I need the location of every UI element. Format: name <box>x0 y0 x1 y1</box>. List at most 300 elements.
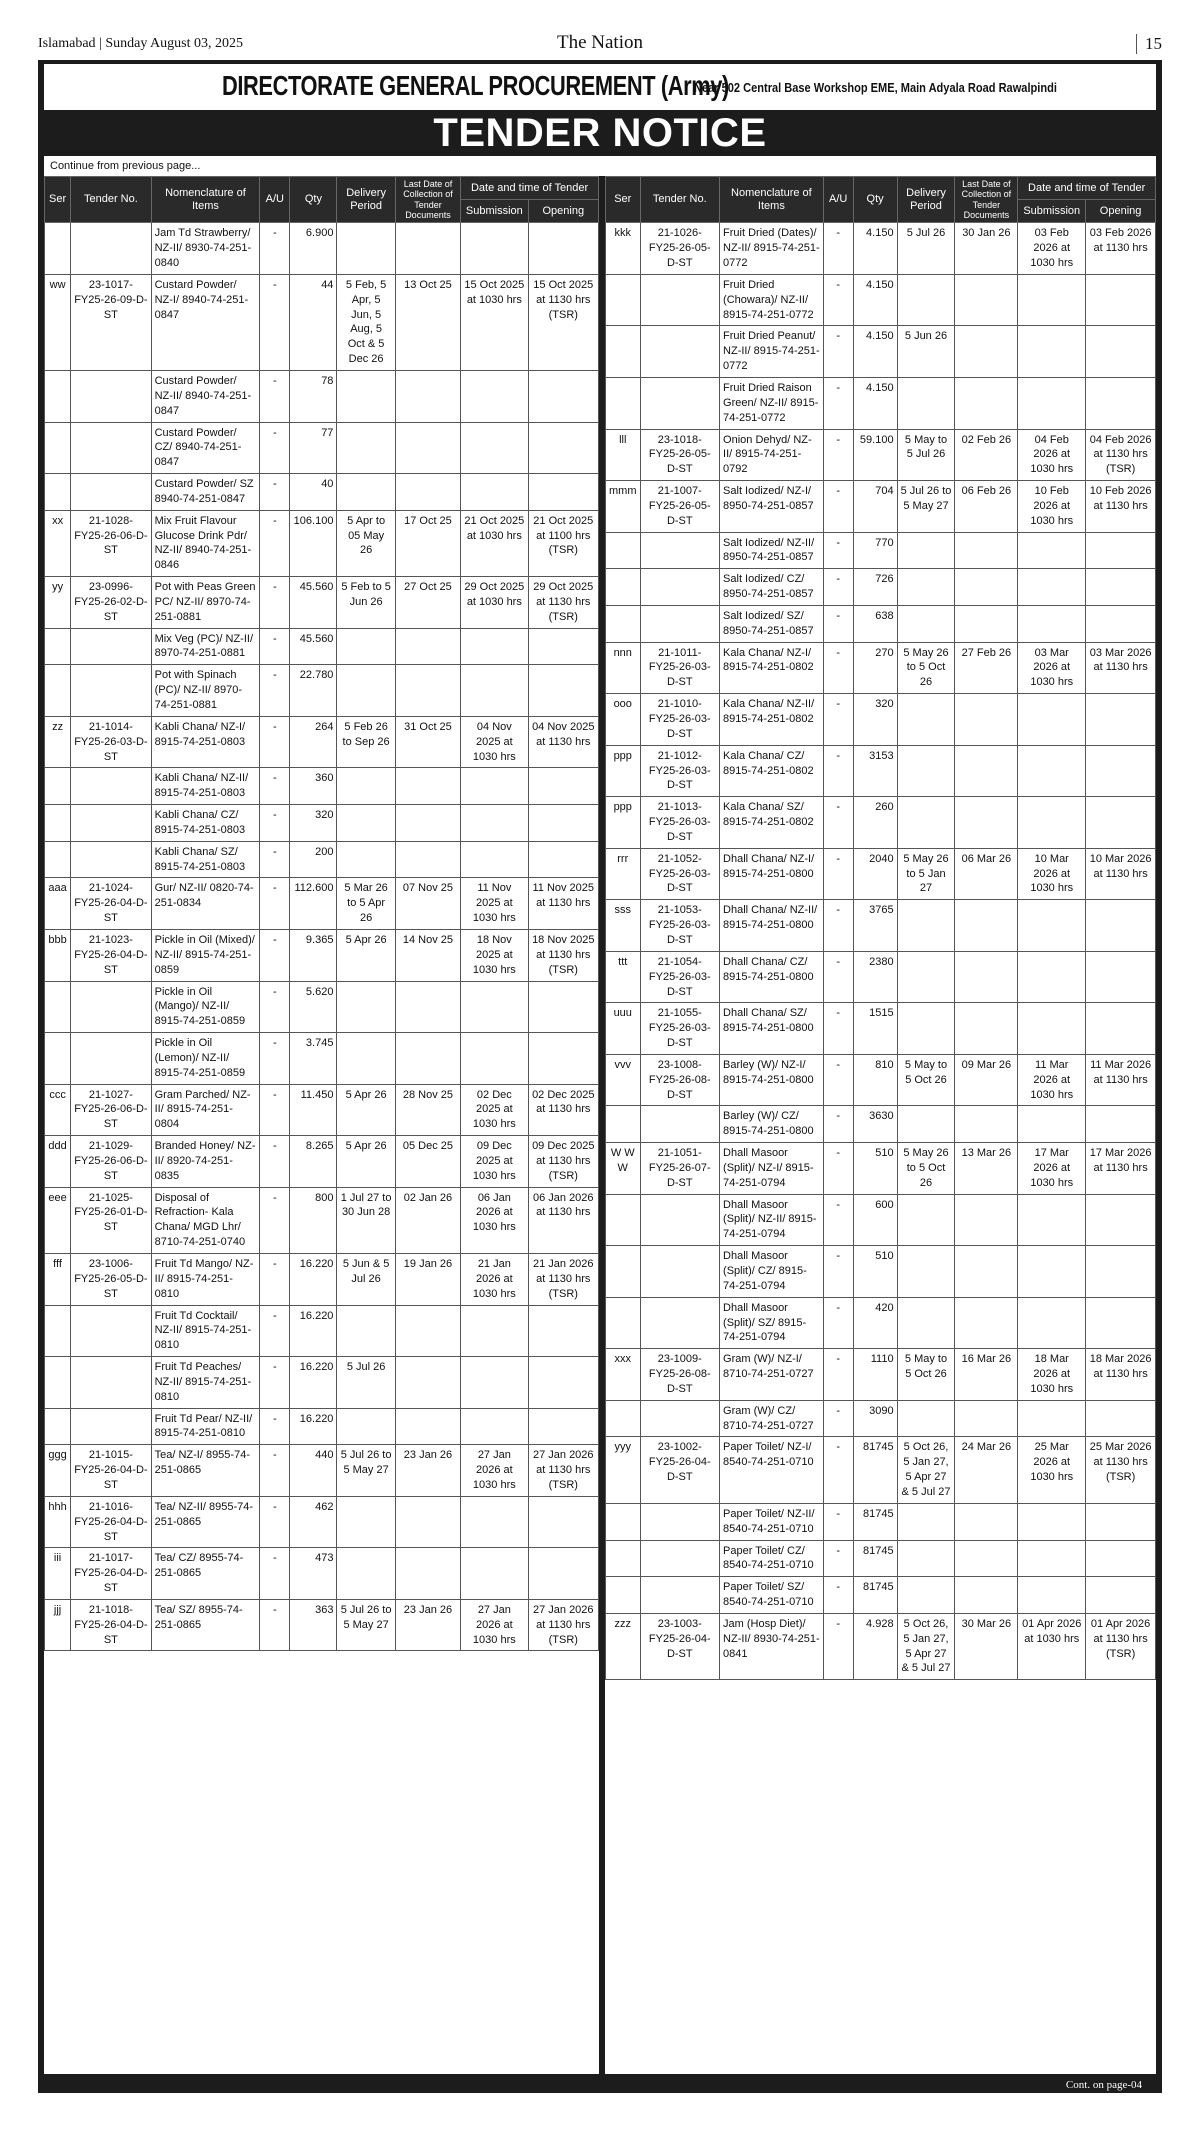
item-name-cell: Tea/ SZ/ 8955-74-251-0865 <box>151 1599 260 1651</box>
last-date-cell: 05 Dec 25 <box>395 1136 460 1188</box>
opening-cell <box>1086 1540 1156 1577</box>
submission-cell <box>461 1408 528 1445</box>
au-cell: - <box>823 900 853 952</box>
opening-cell: 02 Dec 2025 at 1130 hrs <box>528 1084 598 1136</box>
ser-cell <box>45 1357 71 1409</box>
ser-cell <box>45 981 71 1033</box>
tender-no-cell <box>640 532 720 569</box>
table-row <box>45 274 599 370</box>
qty-cell: 5.620 <box>290 981 337 1033</box>
tender-no-cell: 21-1016-FY25-26-04-D-ST <box>71 1496 151 1548</box>
qty-cell: 6.900 <box>290 223 337 275</box>
last-date-cell: 07 Nov 25 <box>395 878 460 930</box>
opening-cell <box>1086 797 1156 849</box>
submission-cell: 10 Mar 2026 at 1030 hrs <box>1018 848 1086 900</box>
last-date-cell: 06 Mar 26 <box>955 848 1018 900</box>
tender-no-cell: 21-1013-FY25-26-03-D-ST <box>640 797 720 849</box>
qty-cell: 40 <box>290 474 337 511</box>
delivery-period-cell <box>337 768 395 805</box>
ser-cell: jjj <box>45 1599 71 1651</box>
item-name-cell: Salt Iodized/ SZ/ 8950-74-251-0857 <box>720 605 824 642</box>
masthead <box>38 32 1162 56</box>
table-row <box>45 716 599 768</box>
tender-no-cell: 21-1007-FY25-26-05-D-ST <box>640 481 720 533</box>
opening-cell <box>528 768 598 805</box>
ser-cell: yyy <box>606 1437 641 1503</box>
au-cell: - <box>260 878 290 930</box>
tender-no-cell: 21-1012-FY25-26-03-D-ST <box>640 745 720 797</box>
ser-cell <box>606 1503 641 1540</box>
submission-cell <box>1018 569 1086 606</box>
ser-cell <box>606 1297 641 1349</box>
tender-no-cell <box>71 665 151 717</box>
header-banner <box>44 64 1156 110</box>
item-name-cell: Custard Powder/ SZ 8940-74-251-0847 <box>151 474 260 511</box>
tender-no-cell <box>640 569 720 606</box>
table-row <box>606 1437 1156 1503</box>
ser-cell <box>45 370 71 422</box>
directorate-title: DIRECTORATE GENERAL PROCUREMENT (Army) <box>222 70 730 101</box>
submission-cell: 09 Dec 2025 at 1030 hrs <box>461 1136 528 1188</box>
opening-cell: 25 Mar 2026 at 1130 hrs (TSR) <box>1086 1437 1156 1503</box>
ser-cell <box>45 474 71 511</box>
submission-cell <box>1018 694 1086 746</box>
table-row <box>606 745 1156 797</box>
table-row <box>606 569 1156 606</box>
qty-cell: 16.220 <box>290 1305 337 1357</box>
au-cell: - <box>823 1246 853 1298</box>
opening-cell: 10 Mar 2026 at 1130 hrs <box>1086 848 1156 900</box>
delivery-period-cell: 5 Apr 26 <box>337 1136 395 1188</box>
item-name-cell: Kala Chana/ SZ/ 8915-74-251-0802 <box>720 797 824 849</box>
delivery-period-cell: 1 Jul 27 to 30 Jun 28 <box>337 1187 395 1253</box>
submission-cell: 25 Mar 2026 at 1030 hrs <box>1018 1437 1086 1503</box>
opening-cell <box>528 1305 598 1357</box>
last-date-cell <box>955 532 1018 569</box>
submission-cell <box>461 422 528 474</box>
opening-cell: 10 Feb 2026 at 1130 hrs <box>1086 481 1156 533</box>
tender-no-cell: 21-1054-FY25-26-03-D-ST <box>640 951 720 1003</box>
submission-cell <box>461 370 528 422</box>
qty-cell: 320 <box>853 694 897 746</box>
item-name-cell: Dhall Masoor (Split)/ NZ-I/ 8915-74-251-0794 <box>720 1143 824 1195</box>
submission-cell <box>461 1033 528 1085</box>
ser-cell <box>45 1305 71 1357</box>
tender-no-cell <box>71 1408 151 1445</box>
tender-no-cell <box>640 605 720 642</box>
submission-cell <box>1018 1503 1086 1540</box>
table-row <box>606 605 1156 642</box>
qty-cell: 4.150 <box>853 223 897 275</box>
qty-cell: 45.560 <box>290 577 337 629</box>
ser-cell <box>606 605 641 642</box>
delivery-period-cell: 5 May 26 to 5 Jan 27 <box>897 848 955 900</box>
item-name-cell: Barley (W)/ NZ-I/ 8915-74-251-0800 <box>720 1054 824 1106</box>
tender-no-cell: 23-1002-FY25-26-04-D-ST <box>640 1437 720 1503</box>
last-date-cell <box>955 1194 1018 1246</box>
tender-no-cell <box>71 628 151 665</box>
tender-table-right <box>605 176 1156 1680</box>
item-name-cell: Pickle in Oil (Mixed)/ NZ-II/ 8915-74-251-0859 <box>151 929 260 981</box>
qty-cell: 473 <box>290 1548 337 1600</box>
au-cell: - <box>823 532 853 569</box>
opening-cell: 27 Jan 2026 at 1130 hrs (TSR) <box>528 1599 598 1651</box>
item-name-cell: Fruit Td Pear/ NZ-II/ 8915-74-251-0810 <box>151 1408 260 1445</box>
ser-cell: vvv <box>606 1054 641 1106</box>
tender-no-cell <box>640 1577 720 1614</box>
last-date-cell <box>395 1305 460 1357</box>
last-date-cell <box>395 665 460 717</box>
item-name-cell: Barley (W)/ CZ/ 8915-74-251-0800 <box>720 1106 824 1143</box>
opening-cell <box>1086 326 1156 378</box>
submission-cell <box>461 474 528 511</box>
au-cell: - <box>823 1143 853 1195</box>
tender-no-cell <box>71 223 151 275</box>
au-cell: - <box>260 510 290 576</box>
table-row <box>45 1254 599 1306</box>
ser-cell <box>606 1577 641 1614</box>
tender-no-cell: 23-1006-FY25-26-05-D-ST <box>71 1254 151 1306</box>
opening-cell <box>528 1357 598 1409</box>
delivery-period-cell: 5 Oct 26, 5 Jan 27, 5 Apr 27 & 5 Jul 27 <box>897 1437 955 1503</box>
delivery-period-cell <box>897 900 955 952</box>
qty-cell: 600 <box>853 1194 897 1246</box>
delivery-period-cell <box>897 1540 955 1577</box>
tender-no-cell: 21-1017-FY25-26-04-D-ST <box>71 1548 151 1600</box>
opening-cell <box>528 370 598 422</box>
submission-cell <box>461 1496 528 1548</box>
opening-cell: 17 Mar 2026 at 1130 hrs <box>1086 1143 1156 1195</box>
ser-cell <box>606 274 641 326</box>
tender-no-cell: 21-1051-FY25-26-07-D-ST <box>640 1143 720 1195</box>
delivery-period-cell: 5 Jun 26 <box>897 326 955 378</box>
item-name-cell: Fruit Td Peaches/ NZ-II/ 8915-74-251-0810 <box>151 1357 260 1409</box>
tender-no-cell: 21-1026-FY25-26-05-D-ST <box>640 223 720 275</box>
tender-no-cell <box>640 1540 720 1577</box>
qty-cell: 112.600 <box>290 878 337 930</box>
submission-cell: 15 Oct 2025 at 1030 hrs <box>461 274 528 370</box>
table-row <box>45 841 599 878</box>
continued-on-note: Cont. on page-04 <box>1065 2079 1142 2091</box>
last-date-cell <box>955 694 1018 746</box>
delivery-period-cell <box>897 1400 955 1437</box>
last-date-cell <box>955 326 1018 378</box>
submission-cell: 17 Mar 2026 at 1030 hrs <box>1018 1143 1086 1195</box>
opening-cell <box>1086 694 1156 746</box>
submission-cell: 03 Feb 2026 at 1030 hrs <box>1018 223 1086 275</box>
delivery-period-cell <box>897 1003 955 1055</box>
ser-cell <box>45 805 71 842</box>
table-row <box>45 1445 599 1497</box>
delivery-period-cell <box>897 605 955 642</box>
qty-cell: 8.265 <box>290 1136 337 1188</box>
header-last-date: Last Date of Collection of Tender Documents <box>955 177 1018 223</box>
opening-cell: 15 Oct 2025 at 1130 hrs (TSR) <box>528 274 598 370</box>
ser-cell <box>606 1400 641 1437</box>
item-name-cell: Tea/ CZ/ 8955-74-251-0865 <box>151 1548 260 1600</box>
last-date-cell <box>395 1408 460 1445</box>
submission-cell: 21 Jan 2026 at 1030 hrs <box>461 1254 528 1306</box>
ser-cell <box>45 1033 71 1085</box>
au-cell: - <box>823 1613 853 1679</box>
au-cell: - <box>823 326 853 378</box>
table-row <box>606 1349 1156 1401</box>
ser-cell: nnn <box>606 642 641 694</box>
au-cell: - <box>260 1357 290 1409</box>
table-row <box>606 1054 1156 1106</box>
qty-cell: 11.450 <box>290 1084 337 1136</box>
header-ser: Ser <box>45 177 71 223</box>
tender-no-cell <box>71 422 151 474</box>
table-row <box>45 805 599 842</box>
au-cell: - <box>260 1496 290 1548</box>
table-row <box>606 1003 1156 1055</box>
qty-cell: 4.150 <box>853 326 897 378</box>
table-row <box>606 429 1156 481</box>
delivery-period-cell <box>897 694 955 746</box>
au-cell: - <box>823 848 853 900</box>
last-date-cell <box>955 900 1018 952</box>
tender-no-cell: 23-0996-FY25-26-02-D-ST <box>71 577 151 629</box>
au-cell: - <box>823 1503 853 1540</box>
qty-cell: 4.928 <box>853 1613 897 1679</box>
tender-no-cell: 21-1018-FY25-26-04-D-ST <box>71 1599 151 1651</box>
tender-no-cell <box>71 981 151 1033</box>
qty-cell: 4.150 <box>853 377 897 429</box>
last-date-cell <box>395 1496 460 1548</box>
last-date-cell: 16 Mar 26 <box>955 1349 1018 1401</box>
opening-cell <box>1086 1297 1156 1349</box>
header-ser: Ser <box>606 177 641 223</box>
tender-no-cell <box>71 1357 151 1409</box>
qty-cell: 2380 <box>853 951 897 1003</box>
au-cell: - <box>823 429 853 481</box>
right-table-panel <box>605 176 1156 2074</box>
last-date-cell: 28 Nov 25 <box>395 1084 460 1136</box>
table-row <box>606 951 1156 1003</box>
opening-cell <box>528 628 598 665</box>
table-row <box>45 628 599 665</box>
delivery-period-cell <box>897 1194 955 1246</box>
delivery-period-cell <box>897 1106 955 1143</box>
tender-no-cell: 21-1027-FY25-26-06-D-ST <box>71 1084 151 1136</box>
item-name-cell: Dhall Chana/ SZ/ 8915-74-251-0800 <box>720 1003 824 1055</box>
qty-cell: 1515 <box>853 1003 897 1055</box>
table-row <box>606 1577 1156 1614</box>
delivery-period-cell: 5 Jun & 5 Jul 26 <box>337 1254 395 1306</box>
delivery-period-cell: 5 May to 5 Oct 26 <box>897 1349 955 1401</box>
table-row <box>45 223 599 275</box>
tender-no-cell <box>640 1106 720 1143</box>
ser-cell: W W W <box>606 1143 641 1195</box>
item-name-cell: Paper Toilet/ NZ-I/ 8540-74-251-0710 <box>720 1437 824 1503</box>
delivery-period-cell <box>337 1496 395 1548</box>
table-row <box>45 577 599 629</box>
delivery-period-cell: 5 May 26 to 5 Oct 26 <box>897 642 955 694</box>
item-name-cell: Paper Toilet/ NZ-II/ 8540-74-251-0710 <box>720 1503 824 1540</box>
newspaper-name: The Nation <box>556 32 643 53</box>
au-cell: - <box>823 797 853 849</box>
last-date-cell <box>395 370 460 422</box>
submission-cell <box>1018 1297 1086 1349</box>
item-name-cell: Kabli Chana/ NZ-I/ 8915-74-251-0803 <box>151 716 260 768</box>
header-qty: Qty <box>290 177 337 223</box>
header-delivery: Delivery Period <box>897 177 955 223</box>
au-cell: - <box>823 1437 853 1503</box>
tender-no-cell <box>640 1503 720 1540</box>
header-opening: Opening <box>1086 200 1156 223</box>
last-date-cell: 23 Jan 26 <box>395 1599 460 1651</box>
delivery-period-cell <box>897 1246 955 1298</box>
header-tender-no: Tender No. <box>71 177 151 223</box>
continue-note: Continue from previous page... <box>44 156 1156 176</box>
item-name-cell: Mix Veg (PC)/ NZ-II/ 8970-74-251-0881 <box>151 628 260 665</box>
submission-cell <box>1018 1400 1086 1437</box>
last-date-cell <box>395 1548 460 1600</box>
tender-no-cell: 21-1015-FY25-26-04-D-ST <box>71 1445 151 1497</box>
delivery-period-cell: 5 Jul 26 to 5 May 27 <box>337 1599 395 1651</box>
submission-cell: 11 Mar 2026 at 1030 hrs <box>1018 1054 1086 1106</box>
au-cell: - <box>260 474 290 511</box>
location-date: Islamabad | Sunday August 03, 2025 <box>38 36 244 51</box>
au-cell: - <box>823 1540 853 1577</box>
last-date-cell <box>395 1033 460 1085</box>
tender-no-cell: 23-1017-FY25-26-09-D-ST <box>71 274 151 370</box>
opening-cell <box>1086 1577 1156 1614</box>
ser-cell: lll <box>606 429 641 481</box>
au-cell: - <box>260 716 290 768</box>
last-date-cell <box>395 628 460 665</box>
last-date-cell <box>955 951 1018 1003</box>
delivery-period-cell <box>337 1408 395 1445</box>
header-tender-no: Tender No. <box>640 177 720 223</box>
last-date-cell <box>395 981 460 1033</box>
delivery-period-cell <box>337 1548 395 1600</box>
ser-cell <box>606 532 641 569</box>
table-row <box>606 274 1156 326</box>
table-row <box>45 1305 599 1357</box>
last-date-cell: 06 Feb 26 <box>955 481 1018 533</box>
au-cell: - <box>823 745 853 797</box>
ser-cell: zzz <box>606 1613 641 1679</box>
submission-cell <box>461 1305 528 1357</box>
tender-no-cell <box>71 370 151 422</box>
tender-no-cell: 21-1010-FY25-26-03-D-ST <box>640 694 720 746</box>
tender-no-cell <box>640 326 720 378</box>
opening-cell <box>528 1548 598 1600</box>
opening-cell: 21 Oct 2025 at 1100 hrs (TSR) <box>528 510 598 576</box>
last-date-cell <box>955 569 1018 606</box>
item-name-cell: Custard Powder/ NZ-I/ 8940-74-251-0847 <box>151 274 260 370</box>
qty-cell: 200 <box>290 841 337 878</box>
ser-cell: sss <box>606 900 641 952</box>
table-row <box>45 878 599 930</box>
au-cell: - <box>260 223 290 275</box>
table-row <box>606 1613 1156 1679</box>
au-cell: - <box>823 694 853 746</box>
last-date-cell: 17 Oct 25 <box>395 510 460 576</box>
tender-notice-heading: TENDER NOTICE <box>433 111 767 155</box>
delivery-period-cell <box>337 628 395 665</box>
header-items: Nomenclature of Items <box>151 177 260 223</box>
submission-cell: 21 Oct 2025 at 1030 hrs <box>461 510 528 576</box>
last-date-cell <box>955 1297 1018 1349</box>
table-row <box>606 377 1156 429</box>
header-date-time: Date and time of Tender <box>1018 177 1156 200</box>
delivery-period-cell: 5 May 26 to 5 Oct 26 <box>897 1143 955 1195</box>
item-name-cell: Dhall Masoor (Split)/ SZ/ 8915-74-251-0794 <box>720 1297 824 1349</box>
ser-cell: ccc <box>45 1084 71 1136</box>
opening-cell: 01 Apr 2026 at 1130 hrs (TSR) <box>1086 1613 1156 1679</box>
last-date-cell <box>955 1503 1018 1540</box>
item-name-cell: Fruit Dried (Dates)/ NZ-II/ 8915-74-251-0772 <box>720 223 824 275</box>
last-date-cell <box>955 1003 1018 1055</box>
opening-cell <box>528 1033 598 1085</box>
delivery-period-cell <box>337 805 395 842</box>
submission-cell: 04 Feb 2026 at 1030 hrs <box>1018 429 1086 481</box>
tender-no-cell: 21-1052-FY25-26-03-D-ST <box>640 848 720 900</box>
tender-no-cell <box>71 841 151 878</box>
item-name-cell: Tea/ NZ-II/ 8955-74-251-0865 <box>151 1496 260 1548</box>
ser-cell: eee <box>45 1187 71 1253</box>
table-row <box>45 981 599 1033</box>
ser-cell: aaa <box>45 878 71 930</box>
item-name-cell: Salt Iodized/ NZ-II/ 8950-74-251-0857 <box>720 532 824 569</box>
delivery-period-cell <box>337 1033 395 1085</box>
item-name-cell: Kala Chana/ NZ-I/ 8915-74-251-0802 <box>720 642 824 694</box>
last-date-cell: 31 Oct 25 <box>395 716 460 768</box>
tender-no-cell: 21-1055-FY25-26-03-D-ST <box>640 1003 720 1055</box>
delivery-period-cell: 5 Oct 26, 5 Jan 27, 5 Apr 27 & 5 Jul 27 <box>897 1613 955 1679</box>
opening-cell <box>1086 1106 1156 1143</box>
submission-cell <box>1018 797 1086 849</box>
submission-cell: 18 Mar 2026 at 1030 hrs <box>1018 1349 1086 1401</box>
delivery-period-cell <box>337 841 395 878</box>
opening-cell <box>1086 1400 1156 1437</box>
ser-cell: ppp <box>606 745 641 797</box>
opening-cell <box>528 805 598 842</box>
delivery-period-cell <box>897 1577 955 1614</box>
submission-cell: 06 Jan 2026 at 1030 hrs <box>461 1187 528 1253</box>
item-name-cell: Salt Iodized/ CZ/ 8950-74-251-0857 <box>720 569 824 606</box>
header-last-date: Last Date of Collection of Tender Documents <box>395 177 460 223</box>
au-cell: - <box>823 569 853 606</box>
au-cell: - <box>823 377 853 429</box>
qty-cell: 704 <box>853 481 897 533</box>
opening-cell <box>1086 532 1156 569</box>
delivery-period-cell <box>337 223 395 275</box>
opening-cell: 27 Jan 2026 at 1130 hrs (TSR) <box>528 1445 598 1497</box>
item-name-cell: Jam (Hosp Diet)/ NZ-II/ 8930-74-251-0841 <box>720 1613 824 1679</box>
table-row <box>45 1548 599 1600</box>
last-date-cell <box>395 768 460 805</box>
item-name-cell: Gram Parched/ NZ-II/ 8915-74-251-0804 <box>151 1084 260 1136</box>
item-name-cell: Kala Chana/ CZ/ 8915-74-251-0802 <box>720 745 824 797</box>
item-name-cell: Gram (W)/ NZ-I/ 8710-74-251-0727 <box>720 1349 824 1401</box>
submission-cell <box>461 665 528 717</box>
table-row <box>606 1400 1156 1437</box>
last-date-cell: 19 Jan 26 <box>395 1254 460 1306</box>
delivery-period-cell <box>897 745 955 797</box>
tender-no-cell: 23-1009-FY25-26-08-D-ST <box>640 1349 720 1401</box>
ser-cell <box>45 223 71 275</box>
last-date-cell <box>395 1357 460 1409</box>
tender-no-cell <box>71 474 151 511</box>
last-date-cell <box>955 797 1018 849</box>
au-cell: - <box>260 768 290 805</box>
last-date-cell: 13 Oct 25 <box>395 274 460 370</box>
item-name-cell: Kabli Chana/ CZ/ 8915-74-251-0803 <box>151 805 260 842</box>
